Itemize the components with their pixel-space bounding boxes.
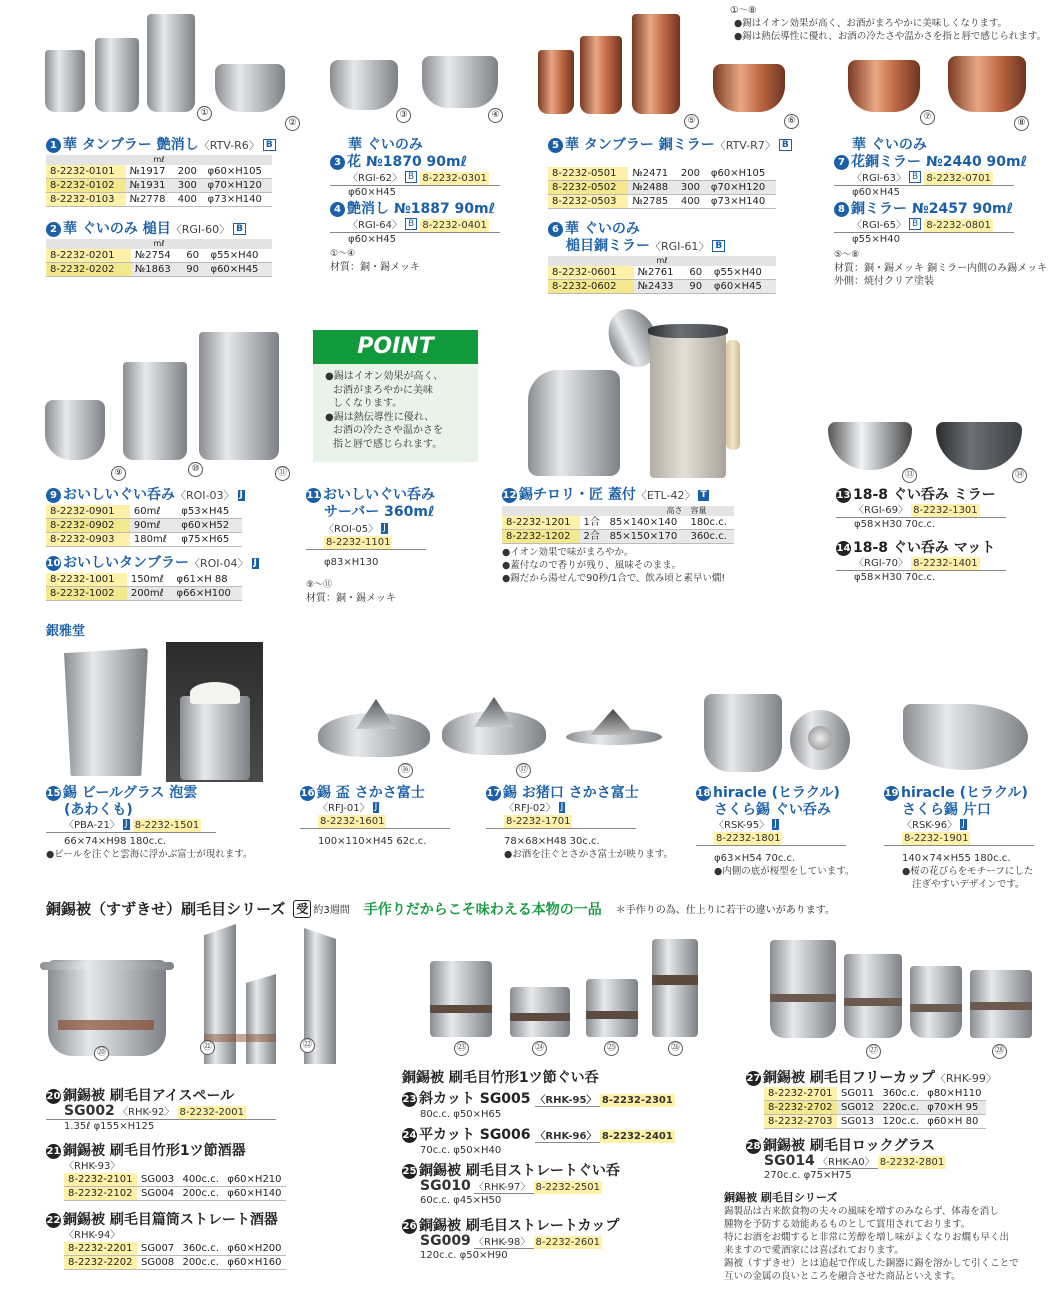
series-description: 銅錫被 刷毛目シリーズ 錫製品は古来飲食物の夫々の風味を増すのみならず、体毒を消し 腫物を予防する効能あるものとして賞用されております。 特にお酒をお燗すると非常に芳醇を増し味がよくなりお燗も早く出 来ますので愛酒家には喜ばれております。 錫被（すずきせ）とは追起で作成した銅器に錫を溶かして引くことで 互いの金属の良いところを融合させた商品といえます。	[724, 1191, 1019, 1282]
series-header: 銅錫被（すずきせ）刷毛目シリーズ 受 約3週間 手作りだからこそ味わえる本物の一品 ＊手作りの為、仕上りに若干の違いがあります。	[46, 900, 835, 918]
image-number: ⑥	[784, 114, 799, 129]
image-number: ㉑	[200, 1040, 215, 1055]
item-10: 10 おいしいタンブラー〈ROI-04〉 J 8-2232-1001 150mℓ φ61×H 88 8-2232-1002 200mℓ φ66×H100	[46, 555, 257, 599]
item-7-8: 華 ぐいのみ 7 花銅ミラー №2440 90mℓ 〈RGI-63〉 B 8-2232-0701 φ60×H45 8 銅ミラー №2457 90mℓ 〈RGI-65〉 B 8-2232-0801 φ55×H40 ⑤〜⑧ 材質：銅・錫メッキ 銅ミラー内側のみ錫メッキ 外側：焼付クリア塗装	[834, 137, 1048, 287]
item-17: 17 錫 お猪口 さかさ富士 〈RFJ-02〉 J 8-2232-1701 78×68×H48 30c.c. ●お酒を注ぐとさかさ富士が映ります。	[486, 785, 674, 860]
item-5: 5 華 タンブラー 銅ミラー〈RTV-R7〉 B 8-2232-0501 №2471 200 φ60×H105 8-2232-0502 №2488 300 φ70×H120 8-2232-0503 №2785 400 φ73×H140	[548, 137, 792, 209]
item-13: 13 18-8 ぐい呑み ミラー 〈RGI-69〉 8-2232-1301 φ58×H30 70c.c.	[836, 487, 1006, 531]
item-9: 9 おいしいぐい呑み〈ROI-03〉 J 8-2232-0901 60mℓ φ53×H45 8-2232-0902 90mℓ φ60×H52 8-2232-0903 180mℓ φ75×H65	[46, 487, 245, 547]
image-number: ㉘	[992, 1044, 1007, 1059]
spec-table: 8-2232-2101 SG003 400c.c. φ60×H210 8-2232-2102 SG004 200c.c. φ60×H140	[64, 1173, 286, 1201]
item-number: 13	[836, 490, 851, 501]
item-number: 14	[836, 543, 851, 554]
image-series-mid	[430, 935, 700, 1060]
item-number: 9	[46, 488, 61, 503]
item-number: 4	[330, 202, 345, 217]
image-number: ㉖	[668, 1041, 683, 1056]
item-15: 15 錫 ビールグラス 泡雲 (あわくも) 〈PBA-21〉 J 8-2232-1501 66×74×H98 180c.c. ●ビールを注ぐと雲海に浮かぶ富士が現れます。	[46, 785, 253, 860]
item-20: 20 銅錫被 刷毛目アイスペール SG002 〈RHK-92〉 8-2232-2001 1.35ℓ φ155×H125	[46, 1088, 276, 1133]
image-number: ⑳	[94, 1046, 109, 1061]
image-number: ⑤	[684, 114, 699, 129]
image-number: ⑭	[1012, 468, 1027, 483]
spec-table: 8-2232-2201 SG007 360c.c. φ60×H200 8-2232-2202 SG008 200c.c. φ60×H160	[64, 1242, 286, 1270]
image-number: ㉗	[866, 1044, 881, 1059]
image-series-left	[40, 920, 340, 1070]
series-title: 銅錫被（すずきせ）刷毛目シリーズ	[46, 900, 286, 918]
item-number: 3	[330, 155, 345, 170]
item-number: 26	[402, 1221, 417, 1232]
spec-table: 高さ 容量 8-2232-1201 1合 85×140×140 180c.c. 8-2232-1202 2合 85×150×170 360c.c.	[502, 506, 734, 544]
item-25: 25 銅錫被 刷毛目ストレートぐい呑 SG010 〈RHK-97〉 8-2232-2501 60c.c. φ45×H50	[402, 1163, 620, 1206]
item-number: 7	[834, 155, 849, 170]
image-number: ⑦	[920, 110, 935, 125]
item-11: 11 おいしいぐい呑み サーバー 360mℓ 〈ROI-05〉 J 8-2232-1101 φ83×H130 ⑨〜⑪ 材質：銅・錫メッキ	[306, 487, 435, 604]
item-number: 27	[746, 1073, 761, 1084]
image-number: ③	[396, 108, 411, 123]
item-number: 12	[502, 490, 517, 501]
spec-table: 8-2232-2701 SG011 360c.c. φ80×H110 8-2232-2702 SG012 220c.c. φ70×H 95 8-2232-2703 SG013 120c.c. φ60×H 80	[764, 1087, 986, 1129]
image-number: ㉕	[604, 1041, 619, 1056]
image-number: ①	[197, 106, 212, 121]
image-number: ㉒	[300, 1038, 315, 1053]
item-28: 28 銅錫被 刷毛目ロックグラス SG014 〈RHK-A0〉 8-2232-2801 270c.c. φ75×H75	[746, 1138, 945, 1181]
item-12: 12 錫チロリ・匠 蓋付〈ETL-42〉 T 高さ 容量 8-2232-1201 1合 85×140×140 180c.c. 8-2232-1202 2合 85×150×170 360c.c. ●イオン効果で味がまろやか。 ●蓋付なので香りが残り、風味そのまま。 ●錫だから湯せんで90秒/1合で、飲み頃と素早い燗!	[502, 487, 734, 585]
item-2: 2 華 ぐいのみ 槌目〈RGI-60〉 B mℓ 8-2232-0201 №2754 60 φ55×H40 8-2232-0202 №1863 90 φ60×H45	[46, 221, 272, 277]
item-18: 18 hiracle (ヒラクル) さくら錫 ぐい呑み 〈RSK-95〉 J 8-2232-1801 φ63×H54 70c.c. ●内側の底が桜型をしています。	[696, 785, 855, 877]
spec-table: 8-2232-0901 60mℓ φ53×H45 8-2232-0902 90mℓ φ60×H52 8-2232-0903 180mℓ φ75×H65	[46, 505, 242, 547]
image-number: ④	[488, 108, 503, 123]
image-number: ②	[285, 116, 300, 131]
item-number: 28	[746, 1141, 761, 1152]
image-beer-glass	[58, 642, 263, 782]
image-number: ⑪	[275, 466, 290, 481]
item-1: 1 華 タンブラー 艶消し〈RTV-R6〉 B mℓ 8-2232-0101 №1917 200 φ60×H105 8-2232-0102 №1931 300 φ70×H120 8-2232-0103 №2778 400 φ73×H140	[46, 137, 276, 207]
item-number: 2	[46, 222, 61, 237]
item-26: 26 銅錫被 刷毛目ストレートカップ SG009 〈RHK-98〉 8-2232-2601 120c.c. φ50×H90	[402, 1218, 620, 1261]
series-slogan: 手作りだからこそ味わえる本物の一品	[363, 901, 602, 918]
spec-table: mℓ 8-2232-0601 №2761 60 φ55×H40 8-2232-0602 №2433 90 φ60×H45	[548, 256, 776, 294]
item-number: 21	[46, 1146, 61, 1157]
item-3-4: 華 ぐいのみ 3 花 №1870 90mℓ 〈RGI-62〉 B 8-2232-0301 φ60×H45 4 艶消し №1887 90mℓ 〈RGI-64〉 B 8-2232-0401 φ60×H45 ①〜④ 材質：銅・錫メッキ	[330, 137, 500, 274]
point-title: POINT	[313, 330, 478, 364]
notes-top: ①〜⑧ ●錫はイオン効果が高く、お酒がまろやかに美味しくなります。 ●錫は熱伝導性に優れ、お酒の冷たさや温かさを指と唇で感じられます。	[730, 5, 1047, 42]
image-18-8-guinomi	[828, 422, 1038, 484]
item-number: 23	[402, 1094, 417, 1105]
image-series-right	[770, 940, 1040, 1065]
item-number: 5	[548, 138, 563, 153]
image-number: ㉓	[454, 1041, 469, 1056]
image-number: ㉔	[532, 1041, 547, 1056]
image-hiracle	[698, 690, 1038, 780]
item-number: 8	[834, 202, 849, 217]
item-number: 22	[46, 1215, 61, 1226]
image-oishii-set	[45, 330, 295, 482]
item-number: 18	[696, 788, 711, 799]
item-19: 19 hiracle (ヒラクル) さくら錫 片口 〈RSK-96〉 J 8-2232-1901 140×74×H55 180c.c. ●桜の花びらをモチーフにした 注ぎやすいデザインです。	[884, 785, 1034, 890]
item-number: 6	[548, 222, 563, 237]
item-number: 24	[402, 1130, 417, 1141]
spec-table: 8-2232-0501 №2471 200 φ60×H105 8-2232-0502 №2488 300 φ70×H120 8-2232-0503 №2785 400 φ73×H140	[548, 167, 776, 209]
group-title-23-24: 銅錫被 刷毛目竹形1ツ節ぐい呑	[402, 1070, 599, 1086]
spec-table: mℓ 8-2232-0201 №2754 60 φ55×H40 8-2232-0202 №1863 90 φ60×H45	[46, 239, 272, 277]
item-16: 16 錫 盃 さかさ富士 〈RFJ-01〉 J 8-2232-1601 100×110×H45 62c.c.	[300, 785, 450, 848]
item-6: 6 華 ぐいのみ 槌目銅ミラー〈RGI-61〉 B mℓ 8-2232-0601 №2761 60 φ55×H40 8-2232-0602 №2433 90 φ60×H45	[548, 221, 776, 294]
image-sakasa-fuji	[318, 695, 668, 780]
image-guinomi-copper	[848, 52, 1038, 130]
item-number: 15	[46, 788, 61, 799]
image-number: ⑩	[188, 462, 203, 477]
item-21: 21 銅錫被 刷毛目竹形1ツ節酒器 〈RHK-93〉 8-2232-2101 SG003 400c.c. φ60×H210 8-2232-2102 SG004 200c.c. φ60×H140	[46, 1143, 286, 1201]
item-27: 27 銅錫被 刷毛目フリーカップ〈RHK-99〉 8-2232-2701 SG011 360c.c. φ80×H110 8-2232-2702 SG012 220c.c. φ70×H 95 8-2232-2703 SG013 120c.c. φ60×H 80	[746, 1070, 997, 1127]
item-24: 24 平カット SG006 〈RHK-96〉 8-2232-2401 70c.c. φ50×H40	[402, 1127, 673, 1156]
item-number: 1	[46, 138, 61, 153]
item-22: 22 銅錫被 刷毛目篇筒ストレート酒器 〈RHK-94〉 8-2232-2201 SG007 360c.c. φ60×H200 8-2232-2202 SG008 200c.c. φ60×H160	[46, 1212, 286, 1270]
item-14: 14 18-8 ぐい呑み マット 〈RGI-70〉 8-2232-1401 φ58×H30 70c.c.	[836, 540, 1006, 584]
image-tumbler-matte	[45, 12, 297, 128]
order-mark: 受	[293, 900, 311, 918]
image-guinomi-silver	[330, 50, 510, 125]
spec-table: mℓ 8-2232-0101 №1917 200 φ60×H105 8-2232-0102 №1931 300 φ70×H120 8-2232-0103 №2778 400 φ73×H140	[46, 155, 272, 207]
item-23: 23 斜カット SG005 〈RHK-95〉 8-2232-2301 80c.c. φ50×H65	[402, 1091, 673, 1120]
image-number: ⑨	[111, 466, 126, 481]
item-number: 10	[46, 558, 61, 569]
item-number: 19	[884, 788, 899, 799]
item-number: 16	[300, 788, 315, 799]
item-number: 20	[46, 1091, 61, 1102]
image-number: ⑧	[1014, 116, 1029, 131]
brand-label: 銀雅堂	[46, 624, 86, 639]
point-box: POINT ●錫はイオン効果が高く、 お酒がまろやかに美味 しくなります。 ●錫は熱伝導性に優れ、 お酒の冷たさや温かさを 指と唇で感じられます。	[313, 330, 478, 462]
item-number: 25	[402, 1166, 417, 1177]
image-number: ⑬	[902, 468, 917, 483]
spec-table: 8-2232-1001 150mℓ φ61×H 88 8-2232-1002 200mℓ φ66×H100	[46, 573, 242, 601]
image-chirori	[520, 300, 750, 480]
item-number: 11	[306, 490, 321, 501]
image-number: ⑯	[398, 763, 413, 778]
image-number: ⑰	[516, 763, 531, 778]
item-number: 17	[486, 788, 501, 799]
